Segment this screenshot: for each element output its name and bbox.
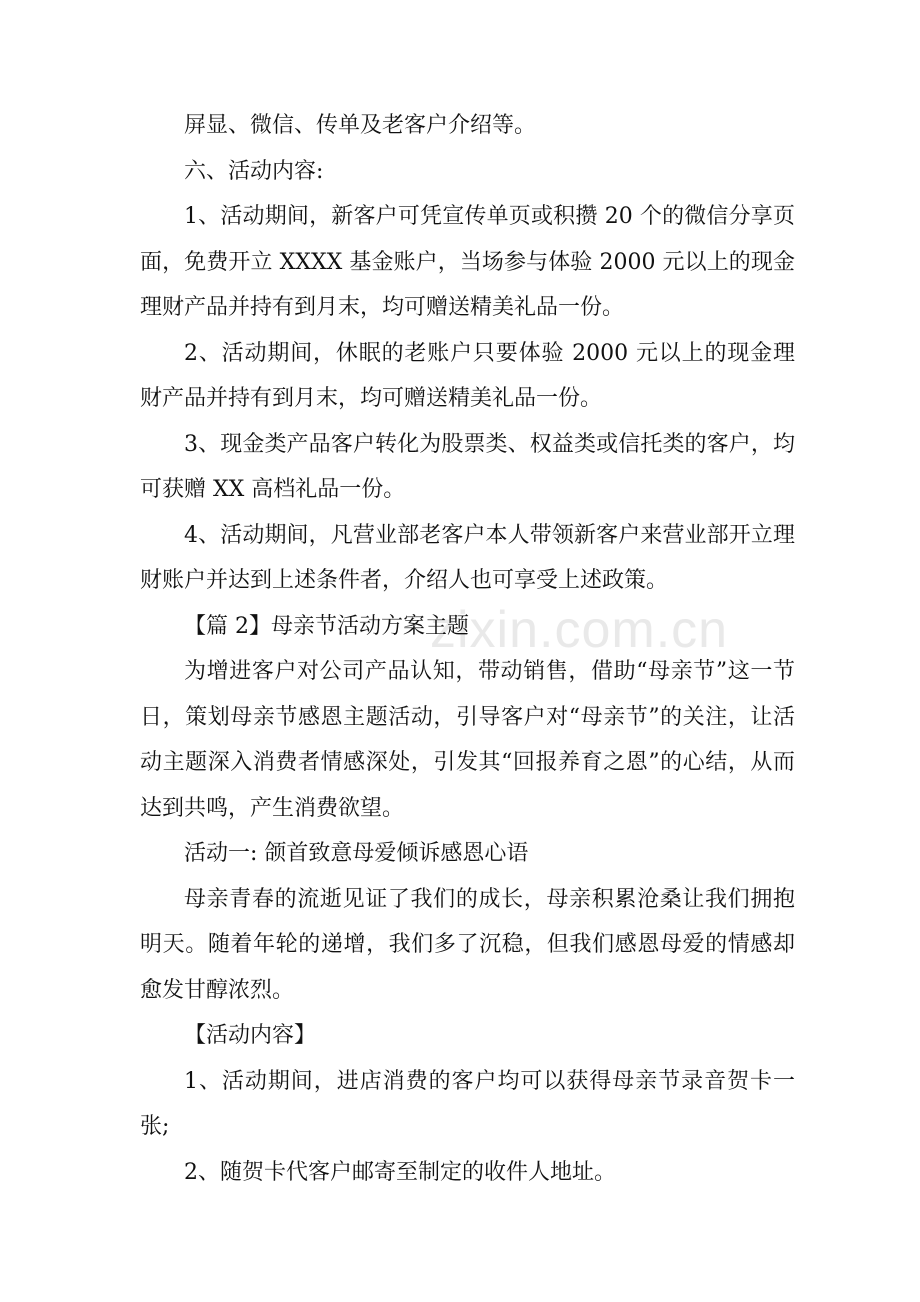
watermark: zixin.com.cn bbox=[430, 601, 729, 659]
document-body bbox=[140, 103, 795, 1195]
paragraph-item-4: 4、活动期间，凡营业部老客户本人带领新客户来营业部开立理财账户并达到上述条件者，介绍人也可享受上述政策。 bbox=[140, 522, 795, 593]
heading-activity-content: 六、活动内容: bbox=[184, 158, 324, 184]
paragraph-promotion-channels: 屏显、微信、传单及老客户介绍等。 bbox=[184, 113, 537, 138]
heading-activity-details: 【活动内容】 bbox=[184, 1023, 317, 1048]
heading-activity-one: 活动一: 颌首致意母爱倾诉感恩心语 bbox=[184, 841, 529, 866]
paragraph-item-1: 1、活动期间，新客户可凭宣传单页或积攒 20 个的微信分享页面，免费开立 XXXX 基金账户，当场参与体验 2000 元以上的现金理财产品并持有到月末，均可赠送精美礼品一份。 bbox=[140, 204, 795, 320]
paragraph-activity-one-text: 母亲青春的流逝见证了我们的成长，母亲积累沧桑让我们拥抱明天。随着年轮的递增，我们多了沉稳，但我们感恩母爱的情感却愈发甘醇浓烈。 bbox=[140, 886, 795, 1003]
paragraph-detail-1: 1、活动期间，进店消费的客户均可以获得母亲节录音贺卡一张; bbox=[140, 1068, 795, 1139]
paragraph-intro: 为增进客户对公司产品认知，带动销售，借助“母亲节”这一节日，策划母亲节感恩主题活动，引导客户对“母亲节”的关注，让活动主题深入消费者情感深处，引发其“回报养育之恩”的心结，从而达到共鸣，产生消费欲望。 bbox=[140, 659, 795, 821]
paragraph-detail-2: 2、随贺卡代客户邮寄至制定的收件人地址。 bbox=[184, 1159, 616, 1185]
paragraph-item-2: 2、活动期间，休眠的老账户只要体验 2000 元以上的现金理财产品并持有到月末，均可赠送精美礼品一份。 bbox=[140, 340, 795, 411]
section-title-part-2: 【篇 2】母亲节活动方案主题 bbox=[184, 613, 469, 639]
paragraph-item-3: 3、现金类产品客户转化为股票类、权益类或信托类的客户，均可获赠 XX 高档礼品一份。 bbox=[140, 431, 795, 502]
